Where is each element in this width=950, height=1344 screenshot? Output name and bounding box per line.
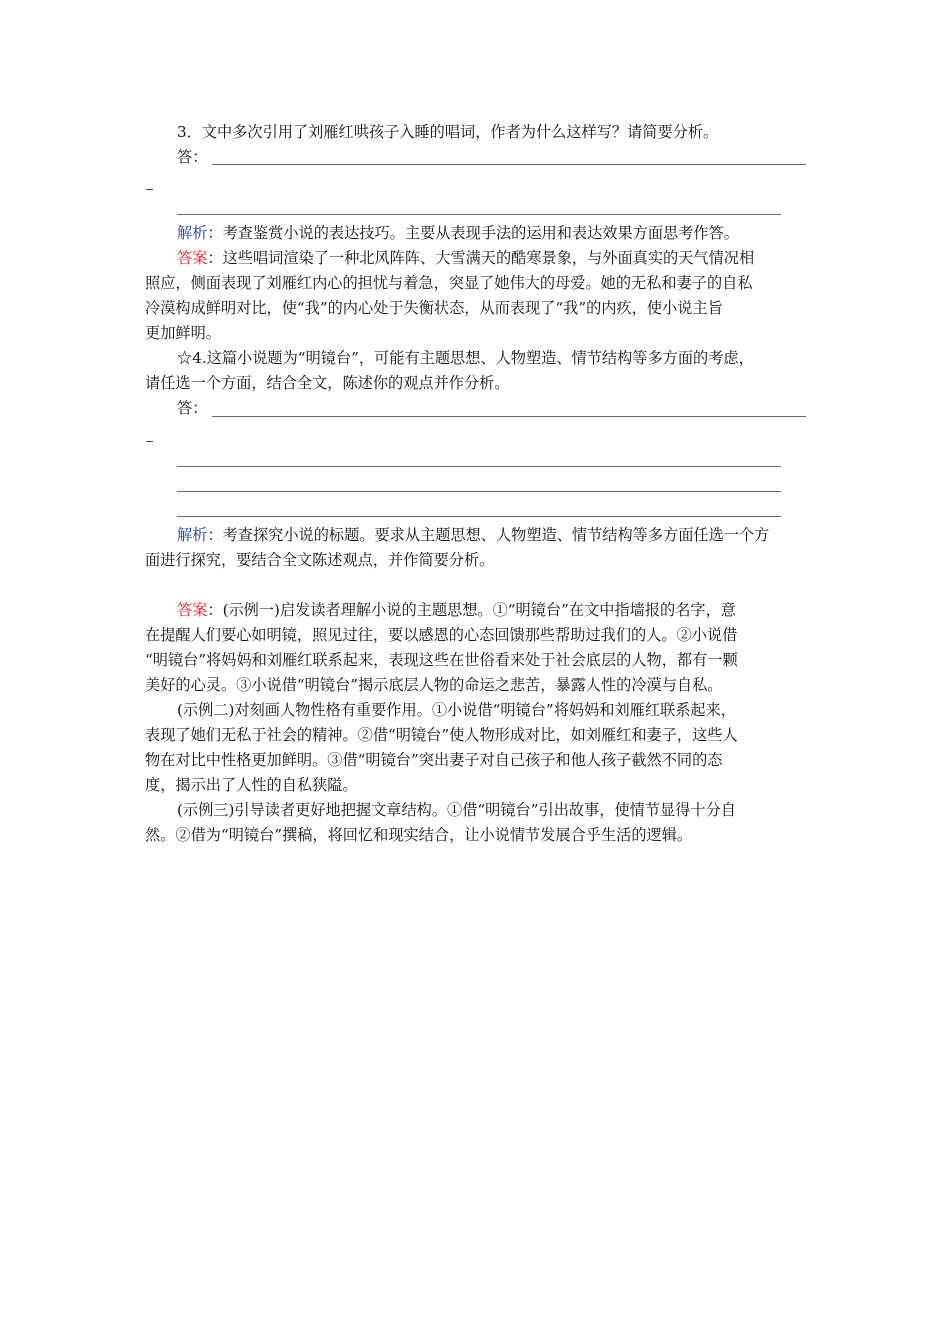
- question-3: 3．文中多次引用了刘雁红哄孩子入睡的唱词，作者为什么这样写？请简要分析。: [177, 123, 719, 141]
- answer-q3-line-1: [177, 246, 810, 271]
- answer-line-q4-4: [177, 516, 781, 517]
- answer-q4-line-4: 美好的心灵。③小说借“明镜台”揭示底层人物的命运之悲苦，暴露人性的冷漠与自私。: [145, 676, 723, 694]
- answer-line-q4-3: [177, 491, 781, 492]
- analysis-q4-line-1: [177, 523, 810, 548]
- question-4-line-1: ☆4.这篇小说题为“明镜台”，可能有主题思想、人物塑造、情节结构等多方面的考虑，: [177, 349, 754, 367]
- answer-q4-line-7: 物在对比中性格更加鲜明。③借“明镜台”突出妻子对自己孩子和他人孩子截然不同的态: [145, 751, 723, 769]
- answer-q3-text-1: ：这些唱词渲染了一种北风阵阵、大雪满天的酷寒景象，与外面真实的天气情况相: [207, 249, 755, 267]
- analysis-q4-text-1: ：考查探究小说的标题。要求从主题思想、人物塑造、情节结构等多方面任选一个方: [207, 526, 770, 544]
- analysis-text-q3: ：考查鉴赏小说的表达技巧。主要从表现手法的运用和表达效果方面思考作答。: [207, 224, 739, 242]
- analysis-label-q4: 解析: [177, 526, 208, 544]
- answer-q4-text-1: ：(示例一)启发读者理解小说的主题思想。①“明镜台”在文中指墙报的名字，意: [207, 601, 736, 619]
- answer-q4-line-6: 表现了她们无私于社会的精神。②借“明镜台”使人物形成对比，如刘雁红和妻子，这些人: [145, 726, 738, 744]
- answer-line-q3-wrap: [146, 189, 153, 190]
- answer-q3-line-4: 更加鲜明。: [145, 324, 221, 342]
- answer-q4-line-10: 然。②借为“明镜台”撰稿，将回忆和现实结合，让小说情节发展合乎生活的逻辑。: [145, 826, 693, 844]
- analysis-q4-line-2: 面进行探究，要结合全文陈述观点，并作简要分析。: [145, 551, 495, 569]
- answer-line-q3-1: [212, 164, 806, 165]
- answer-q4-line-8: 度，揭示出了人性的自私狭隘。: [145, 776, 358, 794]
- answer-key-label-q3: 答案: [177, 249, 208, 267]
- answer-label-q4: 答：: [177, 399, 208, 417]
- answer-q4-line-3: “明镜台”将妈妈和刘雁红联系起来，表现这些在世俗看来处于社会底层的人物，都有一颗: [145, 651, 738, 669]
- answer-line-q4-wrap: [146, 441, 153, 442]
- question-4-line-2: 请任选一个方面，结合全文，陈述你的观点并作分析。: [145, 374, 510, 392]
- answer-line-q4-2: [177, 466, 781, 467]
- answer-q4-line-5: (示例二)对刻画人物性格有重要作用。①小说借“明镜台”将妈妈和刘雁红联系起来，: [177, 701, 736, 719]
- answer-q3-line-2: 照应，侧面表现了刘雁红内心的担忧与着急，突显了她伟大的母爱。她的无私和妻子的自私: [145, 274, 753, 292]
- analysis-q3: [177, 221, 810, 246]
- answer-key-label-q4: 答案: [177, 601, 208, 619]
- answer-q4-line-2: 在提醒人们要心如明镜，照见过往，要以感恩的心态回馈那些帮助过我们的人。②小说借: [145, 626, 738, 644]
- answer-q4-line-9: (示例三)引导读者更好地把握文章结构。①借“明镜台”引出故事，使情节显得十分自: [177, 801, 736, 819]
- analysis-label-q3: 解析: [177, 224, 208, 242]
- answer-q4-line-1: [177, 598, 810, 623]
- answer-label-q3: 答：: [177, 148, 208, 166]
- answer-q3-line-3: 冷漠构成鲜明对比，使“我”的内心处于失衡状态，从而表现了“我”的内疚，使小说主旨: [145, 299, 723, 317]
- answer-line-q3-2: [177, 214, 781, 215]
- answer-line-q4-1: [212, 416, 806, 417]
